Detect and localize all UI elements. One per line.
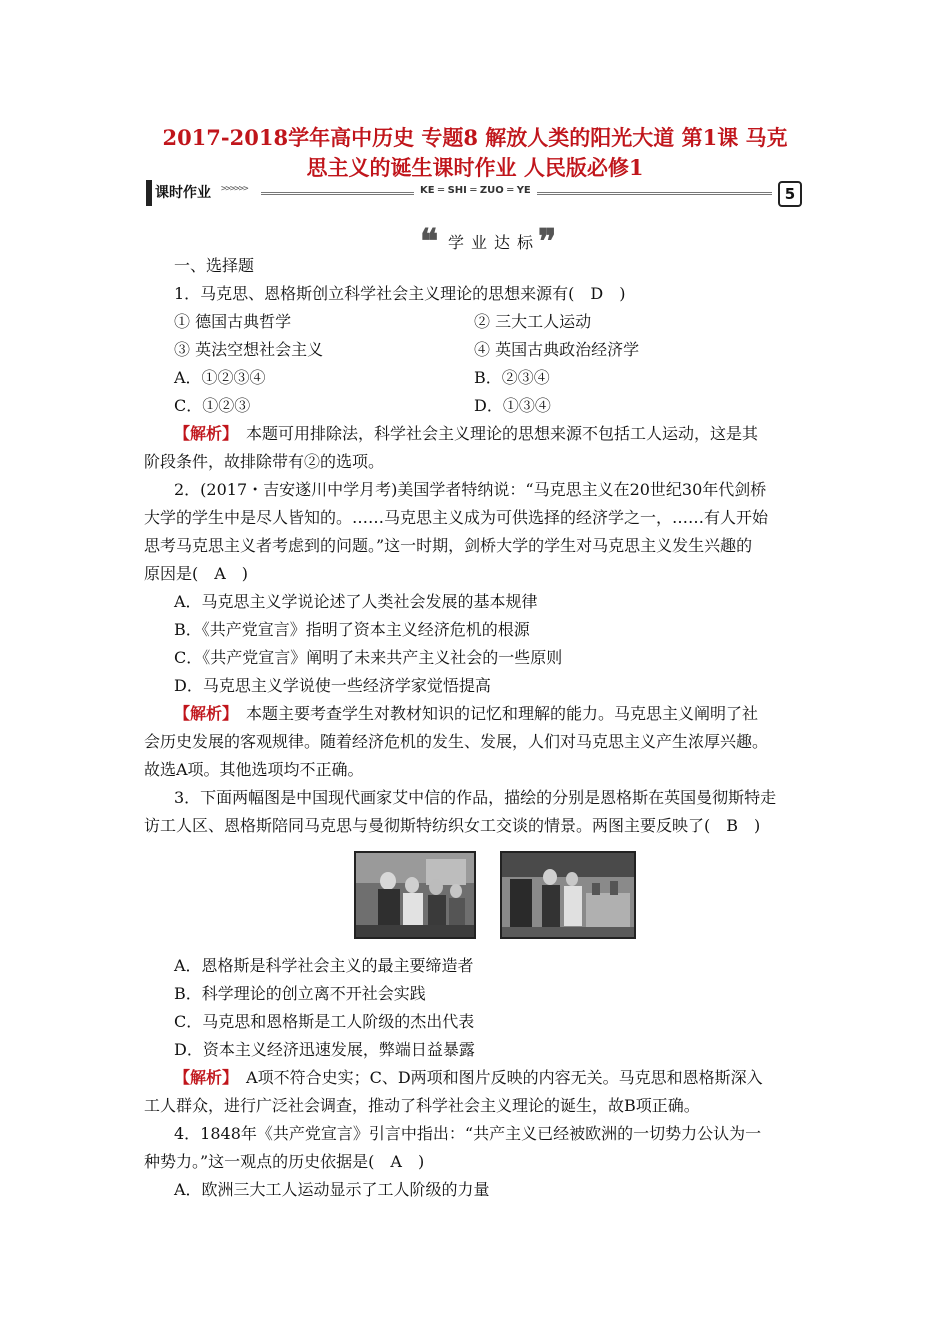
painting-marx-engels-weavers-icon — [502, 853, 634, 937]
banner-label: 课时作业 — [155, 185, 211, 201]
analysis-tag: 【解析】 — [174, 424, 231, 443]
q2-stem-line-4: 原因是( A ) — [144, 564, 249, 583]
document-title — [120, 123, 830, 183]
banner-bar — [146, 180, 152, 206]
homework-banner — [146, 180, 806, 208]
title-line-1: 2017-2018学年高中历史 专题8 解放人类的阳光大道 第1课 马克 — [162, 125, 788, 150]
q2-stem-line-1: 2．(2017・吉安遂川中学月考)美国学者特纳说：“马克思主义在20世纪30年代剑桥 — [174, 480, 767, 499]
banner-pinyin: KE ═ SHI ═ ZUO ═ YE — [414, 185, 537, 196]
q3-analysis-line-1 — [174, 1064, 763, 1092]
q2-option-d: D．马克思主义学说使一些经济学家觉悟提高 — [174, 676, 491, 695]
q4-stem-line-2: 种势力。”这一观点的历史依据是( A ) — [144, 1152, 425, 1171]
banner-arrows: >>>>>> — [221, 184, 248, 194]
title-line-2: 思主义的诞生课时作业 人民版必修1 — [306, 155, 644, 180]
painting-engels-workers-image — [354, 851, 476, 939]
quote-open-icon: ❝ — [420, 222, 439, 262]
q4-option-a: A．欧洲三大工人运动显示了工人阶级的力量 — [174, 1180, 490, 1199]
q2-option-c: C．《共产党宣言》阐明了未来共产主义社会的一些原则 — [174, 648, 563, 667]
q2-analysis-line-2: 会历史发展的客观规律。随着经济危机的发生、发展，人们对马克思主义产生浓厚兴趣。 — [144, 732, 769, 751]
q1-option-d: D．①③④ — [474, 396, 551, 415]
q1-item-3: ③ 英法空想社会主义 — [174, 340, 324, 359]
q1-analysis-line-2: 阶段条件，故排除带有②的选项。 — [144, 452, 385, 471]
q1-item-2: ② 三大工人运动 — [474, 312, 592, 331]
q2-analysis-line-1 — [174, 700, 758, 728]
q1-analysis-text: 本题可用排除法，科学社会主义理论的思想来源不包括工人运动，这是其 — [230, 424, 759, 443]
q1-option-b: B．②③④ — [474, 368, 550, 387]
q4-stem-line-1: 4．1848年《共产党宣言》引言中指出：“共产主义已经被欧洲的一切势力公认为一 — [174, 1124, 762, 1143]
q2-stem-line-2: 大学的学生中是尽人皆知的。……马克思主义成为可供选择的经济学之一，……有人开始 — [144, 508, 769, 527]
painting-marx-engels-weavers-image — [500, 851, 636, 939]
q3-stem-line-2: 访工人区、恩格斯陪同马克思与曼彻斯特纺织女工交谈的情景。两图主要反映了( B ) — [144, 816, 761, 835]
q1-option-a: A．①②③④ — [174, 368, 266, 387]
section-title: 学业达标 — [448, 233, 541, 252]
section-header — [420, 222, 570, 262]
q1-analysis-line-1 — [174, 420, 758, 448]
q2-analysis-text: 本题主要考查学生对教材知识的记忆和理解的能力。马克思主义阐明了社 — [230, 704, 759, 723]
analysis-tag: 【解析】 — [174, 704, 231, 723]
q2-option-a: A．马克思主义学说论述了人类社会发展的基本规律 — [174, 592, 538, 611]
q3-option-b: B．科学理论的创立离不开社会实践 — [174, 984, 426, 1003]
q2-stem-line-3: 思考马克思主义者考虑到的问题。”这一时期，剑桥大学的学生对马克思主义发生兴趣的 — [144, 536, 753, 555]
q3-analysis-text: A项不符合史实；C、D两项和图片反映的内容无关。马克思和恩格斯深入 — [230, 1068, 763, 1087]
banner-number-badge: 5 — [778, 181, 802, 207]
q3-option-c: C．马克思和恩格斯是工人阶级的杰出代表 — [174, 1012, 475, 1031]
painting-engels-workers-icon — [356, 853, 474, 937]
q3-stem-line-1: 3．下面两幅图是中国现代画家艾中信的作品，描绘的分别是恩格斯在英国曼彻斯特走 — [174, 788, 777, 807]
q3-option-a: A．恩格斯是科学社会主义的最主要缔造者 — [174, 956, 474, 975]
q1-stem: 1．马克思、恩格斯创立科学社会主义理论的思想来源有( D ) — [174, 284, 626, 303]
q2-analysis-line-3: 故选A项。其他选项均不正确。 — [144, 760, 364, 779]
q3-analysis-line-2: 工人群众，进行广泛社会调查，推动了科学社会主义理论的诞生，故B项正确。 — [144, 1096, 700, 1115]
q2-option-b: B．《共产党宣言》指明了资本主义经济危机的根源 — [174, 620, 530, 639]
analysis-tag: 【解析】 — [174, 1068, 231, 1087]
q1-item-4: ④ 英国古典政治经济学 — [474, 340, 640, 359]
section-heading: 一、选择题 — [174, 256, 255, 275]
q1-item-1: ① 德国古典哲学 — [174, 312, 292, 331]
quote-close-icon: ❞ — [538, 222, 557, 262]
q3-option-d: D．资本主义经济迅速发展，弊端日益暴露 — [174, 1040, 475, 1059]
q1-option-c: C．①②③ — [174, 396, 251, 415]
